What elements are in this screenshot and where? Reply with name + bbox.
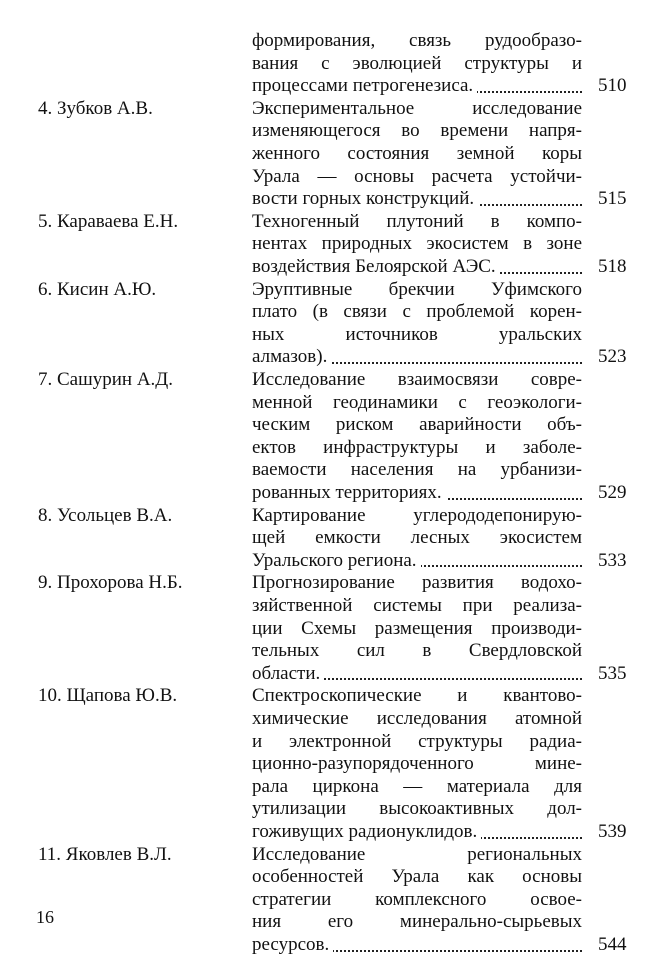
title-last-line <box>252 934 582 957</box>
entry-page-number: 544 <box>598 933 627 955</box>
title-line: Техногенный плутоний в компо- <box>252 210 582 232</box>
title-line: и электронной структуры радиа- <box>252 730 582 752</box>
title-line: Спектроскопические и квантово- <box>252 685 582 707</box>
title-line: ваемости населения на урбанизи- <box>252 459 582 481</box>
entry-title <box>252 98 582 211</box>
entry-title <box>252 30 582 98</box>
title-line: зяйственной системы при реализа- <box>252 594 582 616</box>
entry-page-number: 533 <box>598 549 627 571</box>
entry-author: 8. Усольцев В.А. <box>38 504 173 526</box>
title-line: Исследование взаимосвязи совре- <box>252 369 582 390</box>
title-line: ции Схемы размещения производи- <box>252 617 582 639</box>
page-number: 16 <box>36 907 54 927</box>
entry-author: 4. Зубков А.В. <box>38 97 153 119</box>
entry-title <box>252 572 582 685</box>
entry-page-number: 523 <box>598 346 627 368</box>
title-line: ческим риском аварийности объ- <box>252 414 582 436</box>
title-line: нентах природных экосистем в зоне <box>252 233 582 255</box>
entry-page-number: 529 <box>598 482 627 503</box>
title-line: процессами петрогенезиса. <box>252 75 477 96</box>
title-line: женного состояния земной коры <box>252 142 582 164</box>
entry-page-number: 518 <box>598 255 627 277</box>
title-line: менной геодинамики с геоэкологи- <box>252 391 582 413</box>
title-line: ресурсов. <box>252 934 333 955</box>
entry-author: 10. Щапова Ю.В. <box>38 685 178 707</box>
title-last-line <box>252 256 582 279</box>
title-line: Эруптивные брекчии Уфимского <box>252 278 582 300</box>
entry-title <box>252 844 582 957</box>
title-line: плато (в связи с проблемой корен- <box>252 301 582 323</box>
entry-author: 9. Прохорова Н.Б. <box>38 572 183 594</box>
entry-title <box>252 279 582 369</box>
title-line: особенностей Урала как основы <box>252 866 582 888</box>
title-line: вания с эволюцией структуры и <box>252 52 582 74</box>
title-last-line <box>252 663 582 686</box>
entry-author: 6. Кисин А.Ю. <box>38 278 157 300</box>
title-line: вости горных конструкций. <box>252 188 478 209</box>
title-line: алмазов). <box>252 346 331 367</box>
entry-page-number: 535 <box>598 662 627 684</box>
title-last-line <box>252 346 582 369</box>
title-line: гоживущих радионуклидов. <box>252 821 481 842</box>
title-line: тельных сил в Свердловской <box>252 640 582 662</box>
entry-title <box>252 369 582 505</box>
title-line: щей емкости лесных экосистем <box>252 527 582 549</box>
title-line: ния его минерально-сырьевых <box>252 911 582 933</box>
entry-title <box>252 685 582 843</box>
title-line: ных источников уральских <box>252 323 582 345</box>
entry-page-number: 510 <box>598 75 627 97</box>
title-last-line <box>252 75 582 98</box>
entry-page-number: 539 <box>598 820 627 842</box>
title-line: Картирование углерододепонирую- <box>252 504 582 526</box>
title-line: ционно-разупорядоченного мине- <box>252 753 582 775</box>
title-line: Экспериментальное исследование <box>252 97 582 119</box>
title-line: Уральского региона. <box>252 550 421 571</box>
entry-title <box>252 505 582 573</box>
title-line: химические исследования атомной <box>252 707 582 729</box>
title-line: рала циркона — материала для <box>252 775 582 797</box>
title-last-line <box>252 821 582 844</box>
title-last-line <box>252 482 582 505</box>
title-line: воздействия Белоярской АЭС. <box>252 256 500 277</box>
title-line: стратегии комплексного освое- <box>252 888 582 910</box>
title-line: утилизации высокоактивных дол- <box>252 798 582 820</box>
title-line: Урала — основы расчета устойчи- <box>252 165 582 187</box>
title-line: Исследование региональных <box>252 843 582 865</box>
title-line: изменяющегося во времени напря- <box>252 120 582 142</box>
entry-author: 5. Караваева Е.Н. <box>38 210 179 232</box>
entry-page-number: 515 <box>598 188 627 210</box>
title-line: формирования, связь рудообразо- <box>252 30 582 51</box>
title-line: Прогнозирование развития водохо- <box>252 572 582 594</box>
title-line: области. <box>252 663 324 684</box>
entry-author: 7. Сашурин А.Д. <box>38 369 174 390</box>
title-last-line <box>252 188 582 211</box>
title-line: рованных территориях. <box>252 482 446 503</box>
entry-author: 11. Яковлев В.Л. <box>38 843 172 865</box>
title-last-line <box>252 550 582 573</box>
title-line: ектов инфраструктуры и заболе- <box>252 436 582 458</box>
entry-title <box>252 211 582 279</box>
